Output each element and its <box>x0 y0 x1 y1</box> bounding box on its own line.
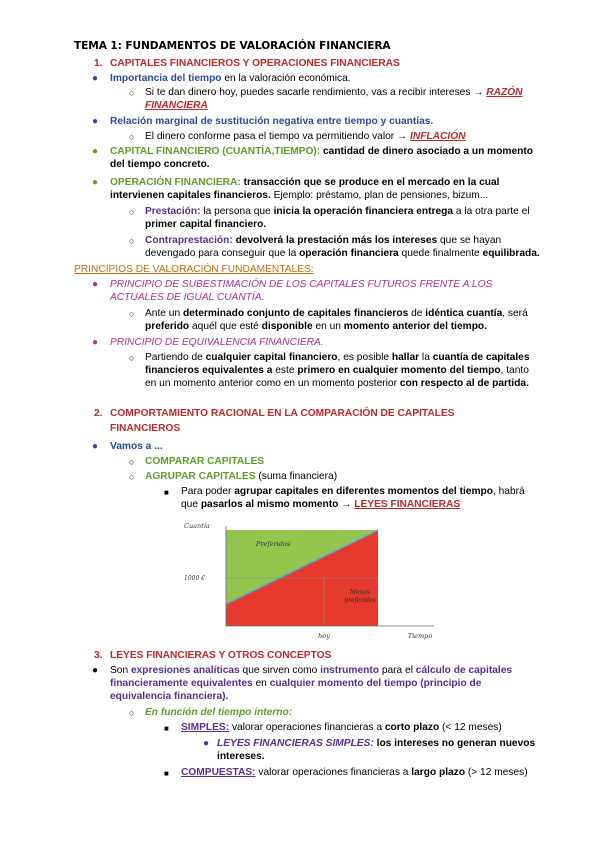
simples-sub: LEYES FINANCIERAS SIMPLES: los intereses no generan nuevos <box>217 738 536 749</box>
circle-bullet-icon: ○ <box>129 88 135 98</box>
agrupar-sub-line2: que pasarlos al mismo momento → LEYES FINANCIERAS <box>181 499 461 510</box>
comparar-capitales: COMPARAR CAPITALES <box>145 456 265 467</box>
bullet-icon: ● <box>92 116 99 127</box>
x-tick-label: hoy <box>318 632 330 640</box>
bullet-icon: ● <box>92 177 99 188</box>
s3-bullet-leyes-line2: financieramente equivalentes en cualquier momento del tiempo (principio de <box>110 678 482 689</box>
section-3-heading: LEYES FINANCIERAS Y OTROS CONCEPTOS <box>110 650 332 661</box>
bullet-icon: ● <box>203 738 210 749</box>
s1-sub-prestacion-line2: primer capital financiero. <box>145 219 267 230</box>
simples-sub-line2: intereses. <box>217 751 265 762</box>
circle-bullet-icon: ○ <box>129 132 135 142</box>
section-1-number: 1. <box>94 58 103 69</box>
circle-bullet-icon: ○ <box>129 457 135 467</box>
s1-bullet-relacion: Relación marginal de sustitución negativa entre tiempo y cuantías. <box>110 116 434 127</box>
circle-bullet-icon: ○ <box>129 708 135 718</box>
principle-2: PRINCIPIO DE EQUIVALENCIA FINANCIERA. <box>110 337 324 348</box>
circle-bullet-icon: ○ <box>129 472 135 482</box>
section-3-number: 3. <box>94 650 103 661</box>
principles-heading: PRINCIPIOS DE VALORACIÓN FUNDAMENTALES: <box>74 264 314 275</box>
square-bullet-icon: ■ <box>164 724 169 733</box>
bullet-icon: ● <box>92 441 99 452</box>
section-2-heading: COMPORTAMIENTO RACIONAL EN LA COMPARACIÓN DE CAPITALES <box>110 408 455 419</box>
bullet-icon: ● <box>92 337 99 348</box>
s1-bullet-operacion-line2: intervienen capitales financieros. Ejemplo: préstamo, plan de pensiones, bizum... <box>110 190 489 201</box>
principle-1-sub: Ante un determinado conjunto de capitales financieros de idéntica cuantía, será <box>145 308 528 319</box>
y-axis-label: Cuantía <box>184 522 210 530</box>
bullet-icon: ● <box>92 665 99 676</box>
section-1-heading: CAPITALES FINANCIEROS Y OPERACIONES FINANCIERAS <box>110 58 400 69</box>
section-2-heading-line2: FINANCIEROS <box>110 423 181 434</box>
s1-bullet-operacion: OPERACIÓN FINANCIERA: transacción que se produce en el mercado en la cual <box>110 177 500 188</box>
s1-sub-prestacion: Prestación: la persona que inicia la operación financiera entrega a la otra parte el <box>145 206 530 217</box>
principle-1-sub-line2: preferido aquél que esté disponible en un momento anterior del tiempo. <box>145 321 487 332</box>
simples: SIMPLES: valorar operaciones financieras a corto plazo (< 12 meses) <box>181 722 502 733</box>
compuestas: COMPUESTAS: valorar operaciones financieras a largo plazo (> 12 meses) <box>181 767 528 778</box>
region-label-word: Menos <box>349 589 371 596</box>
s1-bullet-capital-line2: del tiempo concreto. <box>110 159 210 170</box>
circle-bullet-icon: ○ <box>129 353 135 363</box>
s1-bullet-importancia: Importancia del tiempo en la valoración económica. <box>110 73 351 84</box>
principle-2-sub-line3: en un momento anterior como en un momento posterior con respecto al de partida. <box>145 378 529 389</box>
principle-1-line2: ACTUALES DE IGUAL CUANTÍA. <box>110 292 265 303</box>
funcion-tiempo: En función del tiempo interno: <box>145 707 293 718</box>
s1-sub-contraprestacion: Contraprestación: devolverá la prestación más los intereses que se hayan <box>145 235 502 246</box>
vamos-a: Vamos a ... <box>110 441 163 452</box>
x-axis-label: Tiempo <box>407 632 433 640</box>
square-bullet-icon: ■ <box>164 769 169 778</box>
s1-sub-contraprestacion-line2: devengado para conseguir que la operación financiera quede finalmente equilibrada. <box>145 248 540 259</box>
principle-2-sub-line2: financieros equivalentes a este primero en cualquier momento del tiempo, tanto <box>145 365 529 376</box>
agrupar-sub: Para poder agrupar capitales en diferentes momentos del tiempo, habrá <box>181 486 525 497</box>
s1-sub-inflacion: El dinero conforme pasa el tiempo va permitiendo valor → INFLACIÓN <box>145 131 466 142</box>
y-tick-label: 1000 € <box>184 575 205 582</box>
region-label-preferidos: Preferidos <box>256 540 291 548</box>
bullet-icon: ● <box>92 73 99 84</box>
principle-2-sub: Partiendo de cualquier capital financiero, es posible hallar la cuantía de capitales <box>145 352 530 363</box>
s1-bullet-capital: CAPITAL FINANCIERO (CUANTÍA,TIEMPO): cantidad de dinero asociado a un momento <box>110 146 533 157</box>
principle-1-line1: PRINCIPIO DE SUBESTIMACIÓN DE LOS CAPITALES FUTUROS FRENTE A LOS <box>110 279 493 290</box>
document-title: TEMA 1: FUNDAMENTOS DE VALORACIÓN FINANCIERA <box>74 40 391 52</box>
circle-bullet-icon: ○ <box>129 207 135 217</box>
circle-bullet-icon: ○ <box>129 236 135 246</box>
s3-bullet-leyes-line3: equivalencia financiera). <box>110 691 229 702</box>
razon-financiera-link: FINANCIERA <box>145 100 208 111</box>
bullet-icon: ● <box>92 279 99 290</box>
s3-bullet-leyes: Son expresiones analíticas que sirven como instrumento para el cálculo de capitales <box>110 665 513 676</box>
s1-sub-razon: Si te dan dinero hoy, puedes sacarle rendimiento, vas a recibir intereses → RAZÓN <box>145 87 523 98</box>
region-label-word: preferidos <box>344 597 376 604</box>
square-bullet-icon: ■ <box>164 488 169 497</box>
bullet-icon: ● <box>92 146 99 157</box>
circle-bullet-icon: ○ <box>129 309 135 319</box>
section-2-number: 2. <box>94 408 103 419</box>
preference-chart <box>178 522 460 652</box>
agrupar-capitales: AGRUPAR CAPITALES (suma financiera) <box>145 471 338 482</box>
